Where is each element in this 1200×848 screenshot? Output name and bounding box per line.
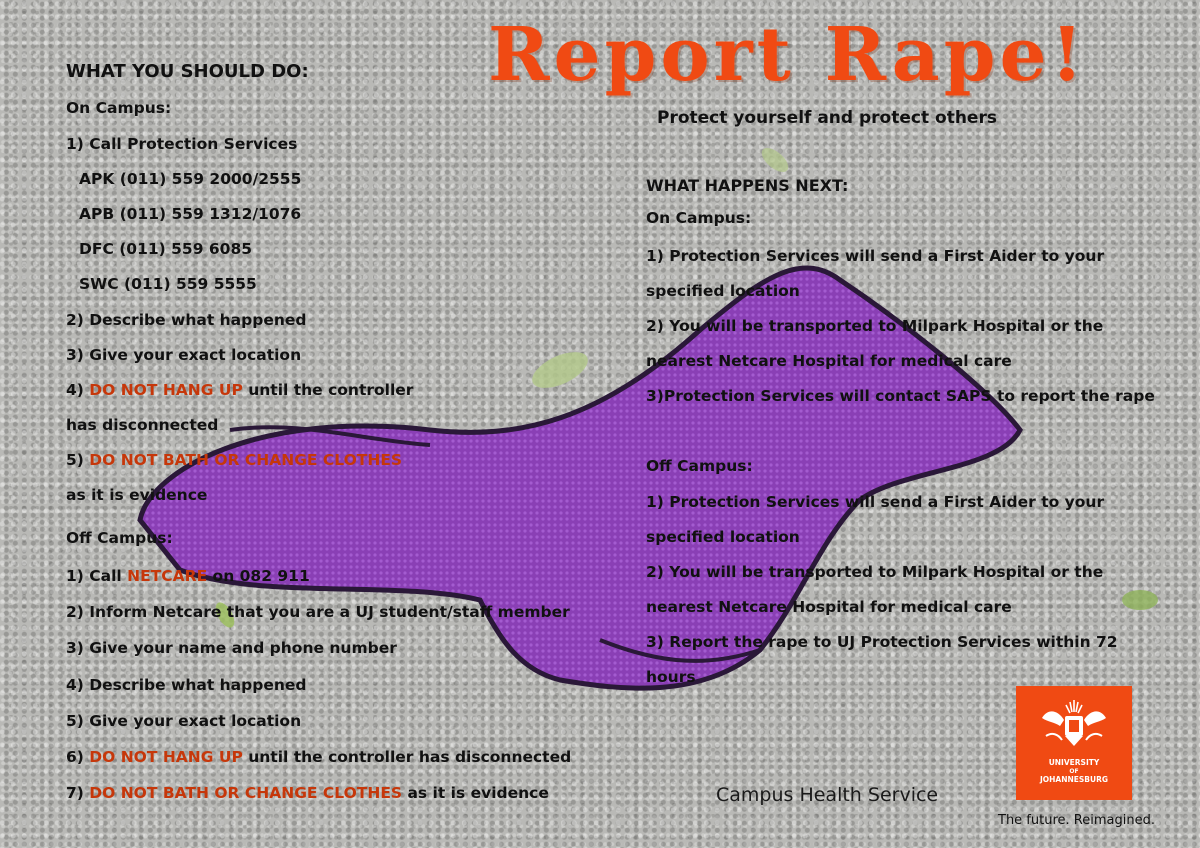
section-heading: WHAT HAPPENS NEXT: xyxy=(646,176,849,195)
phone-apb: APB (011) 559 1312/1076 xyxy=(79,205,302,223)
logo-text-johannesburg: JOHANNESBURG xyxy=(1039,775,1109,784)
step-describe-off: 4) Describe what happened xyxy=(66,676,307,694)
next-step-line: 2) You will be transported to Milpark Hospital or the xyxy=(646,317,1104,335)
poster-subtitle: Protect yourself and protect others xyxy=(657,108,997,128)
step-do-not-bath: 5) DO NOT BATH OR CHANGE CLOTHES xyxy=(66,451,403,469)
poster-title: Report Rape! xyxy=(488,12,1088,98)
step-call-protection: 1) Call Protection Services xyxy=(66,135,298,153)
step-do-not-hang-up-cont: has disconnected xyxy=(66,416,219,434)
warning-text: DO NOT HANG UP xyxy=(89,381,243,399)
section-heading: WHAT YOU SHOULD DO: xyxy=(66,61,309,82)
next-step-line: nearest Netcare Hospital for medical care xyxy=(646,598,1012,616)
logo-text-university: UNIVERSITY xyxy=(1048,758,1100,767)
next-step-line: 1) Protection Services will send a First Aider to your xyxy=(646,493,1105,511)
step-location-off: 5) Give your exact location xyxy=(66,712,302,730)
step-do-not-bath-off: 7) DO NOT BATH OR CHANGE CLOTHES as it is evidence xyxy=(66,784,549,802)
phone-apk: APK (011) 559 2000/2555 xyxy=(79,170,302,188)
off-campus-label: Off Campus: xyxy=(646,457,753,475)
next-step-line: 2) You will be transported to Milpark Hospital or the xyxy=(646,563,1104,581)
warning-text: DO NOT BATH OR CHANGE CLOTHES xyxy=(89,784,403,802)
next-step-line: nearest Netcare Hospital for medical care xyxy=(646,352,1012,370)
logo-text-of: OF xyxy=(1069,768,1079,775)
off-campus-label: Off Campus: xyxy=(66,529,173,547)
campus-health-service-label: Campus Health Service xyxy=(716,784,939,806)
phone-swc: SWC (011) 559 5555 xyxy=(79,275,257,293)
step-name-phone: 3) Give your name and phone number xyxy=(66,639,397,657)
warning-text: DO NOT BATH OR CHANGE CLOTHES xyxy=(89,451,403,469)
on-campus-label: On Campus: xyxy=(66,99,172,117)
on-campus-label: On Campus: xyxy=(646,209,752,227)
step-do-not-bath-cont: as it is evidence xyxy=(66,486,208,504)
step-inform-netcare: 2) Inform Netcare that you are a UJ student/staff member xyxy=(66,603,570,621)
uj-logo xyxy=(1016,686,1132,800)
next-step-line: 3)Protection Services will contact SAPS to report the rape xyxy=(646,387,1155,405)
tagline: The future. Reimagined. xyxy=(998,813,1155,828)
next-step-line: specified location xyxy=(646,528,800,546)
warning-text: NETCARE xyxy=(127,567,208,585)
step-do-not-hang-up-off: 6) DO NOT HANG UP until the controller has disconnected xyxy=(66,748,572,766)
next-step-line: specified location xyxy=(646,282,800,300)
phone-dfc: DFC (011) 559 6085 xyxy=(79,240,253,258)
next-step-line: 1) Protection Services will send a First Aider to your xyxy=(646,247,1105,265)
next-step-line: hours xyxy=(646,668,696,686)
uj-crest-icon xyxy=(1036,696,1112,754)
warning-text: DO NOT HANG UP xyxy=(89,748,243,766)
step-do-not-hang-up: 4) DO NOT HANG UP until the controller xyxy=(66,381,414,399)
step-location: 3) Give your exact location xyxy=(66,346,302,364)
step-call-netcare: 1) Call NETCARE on 082 911 xyxy=(66,567,310,585)
step-describe: 2) Describe what happened xyxy=(66,311,307,329)
next-step-line: 3) Report the rape to UJ Protection Services within 72 xyxy=(646,633,1118,651)
